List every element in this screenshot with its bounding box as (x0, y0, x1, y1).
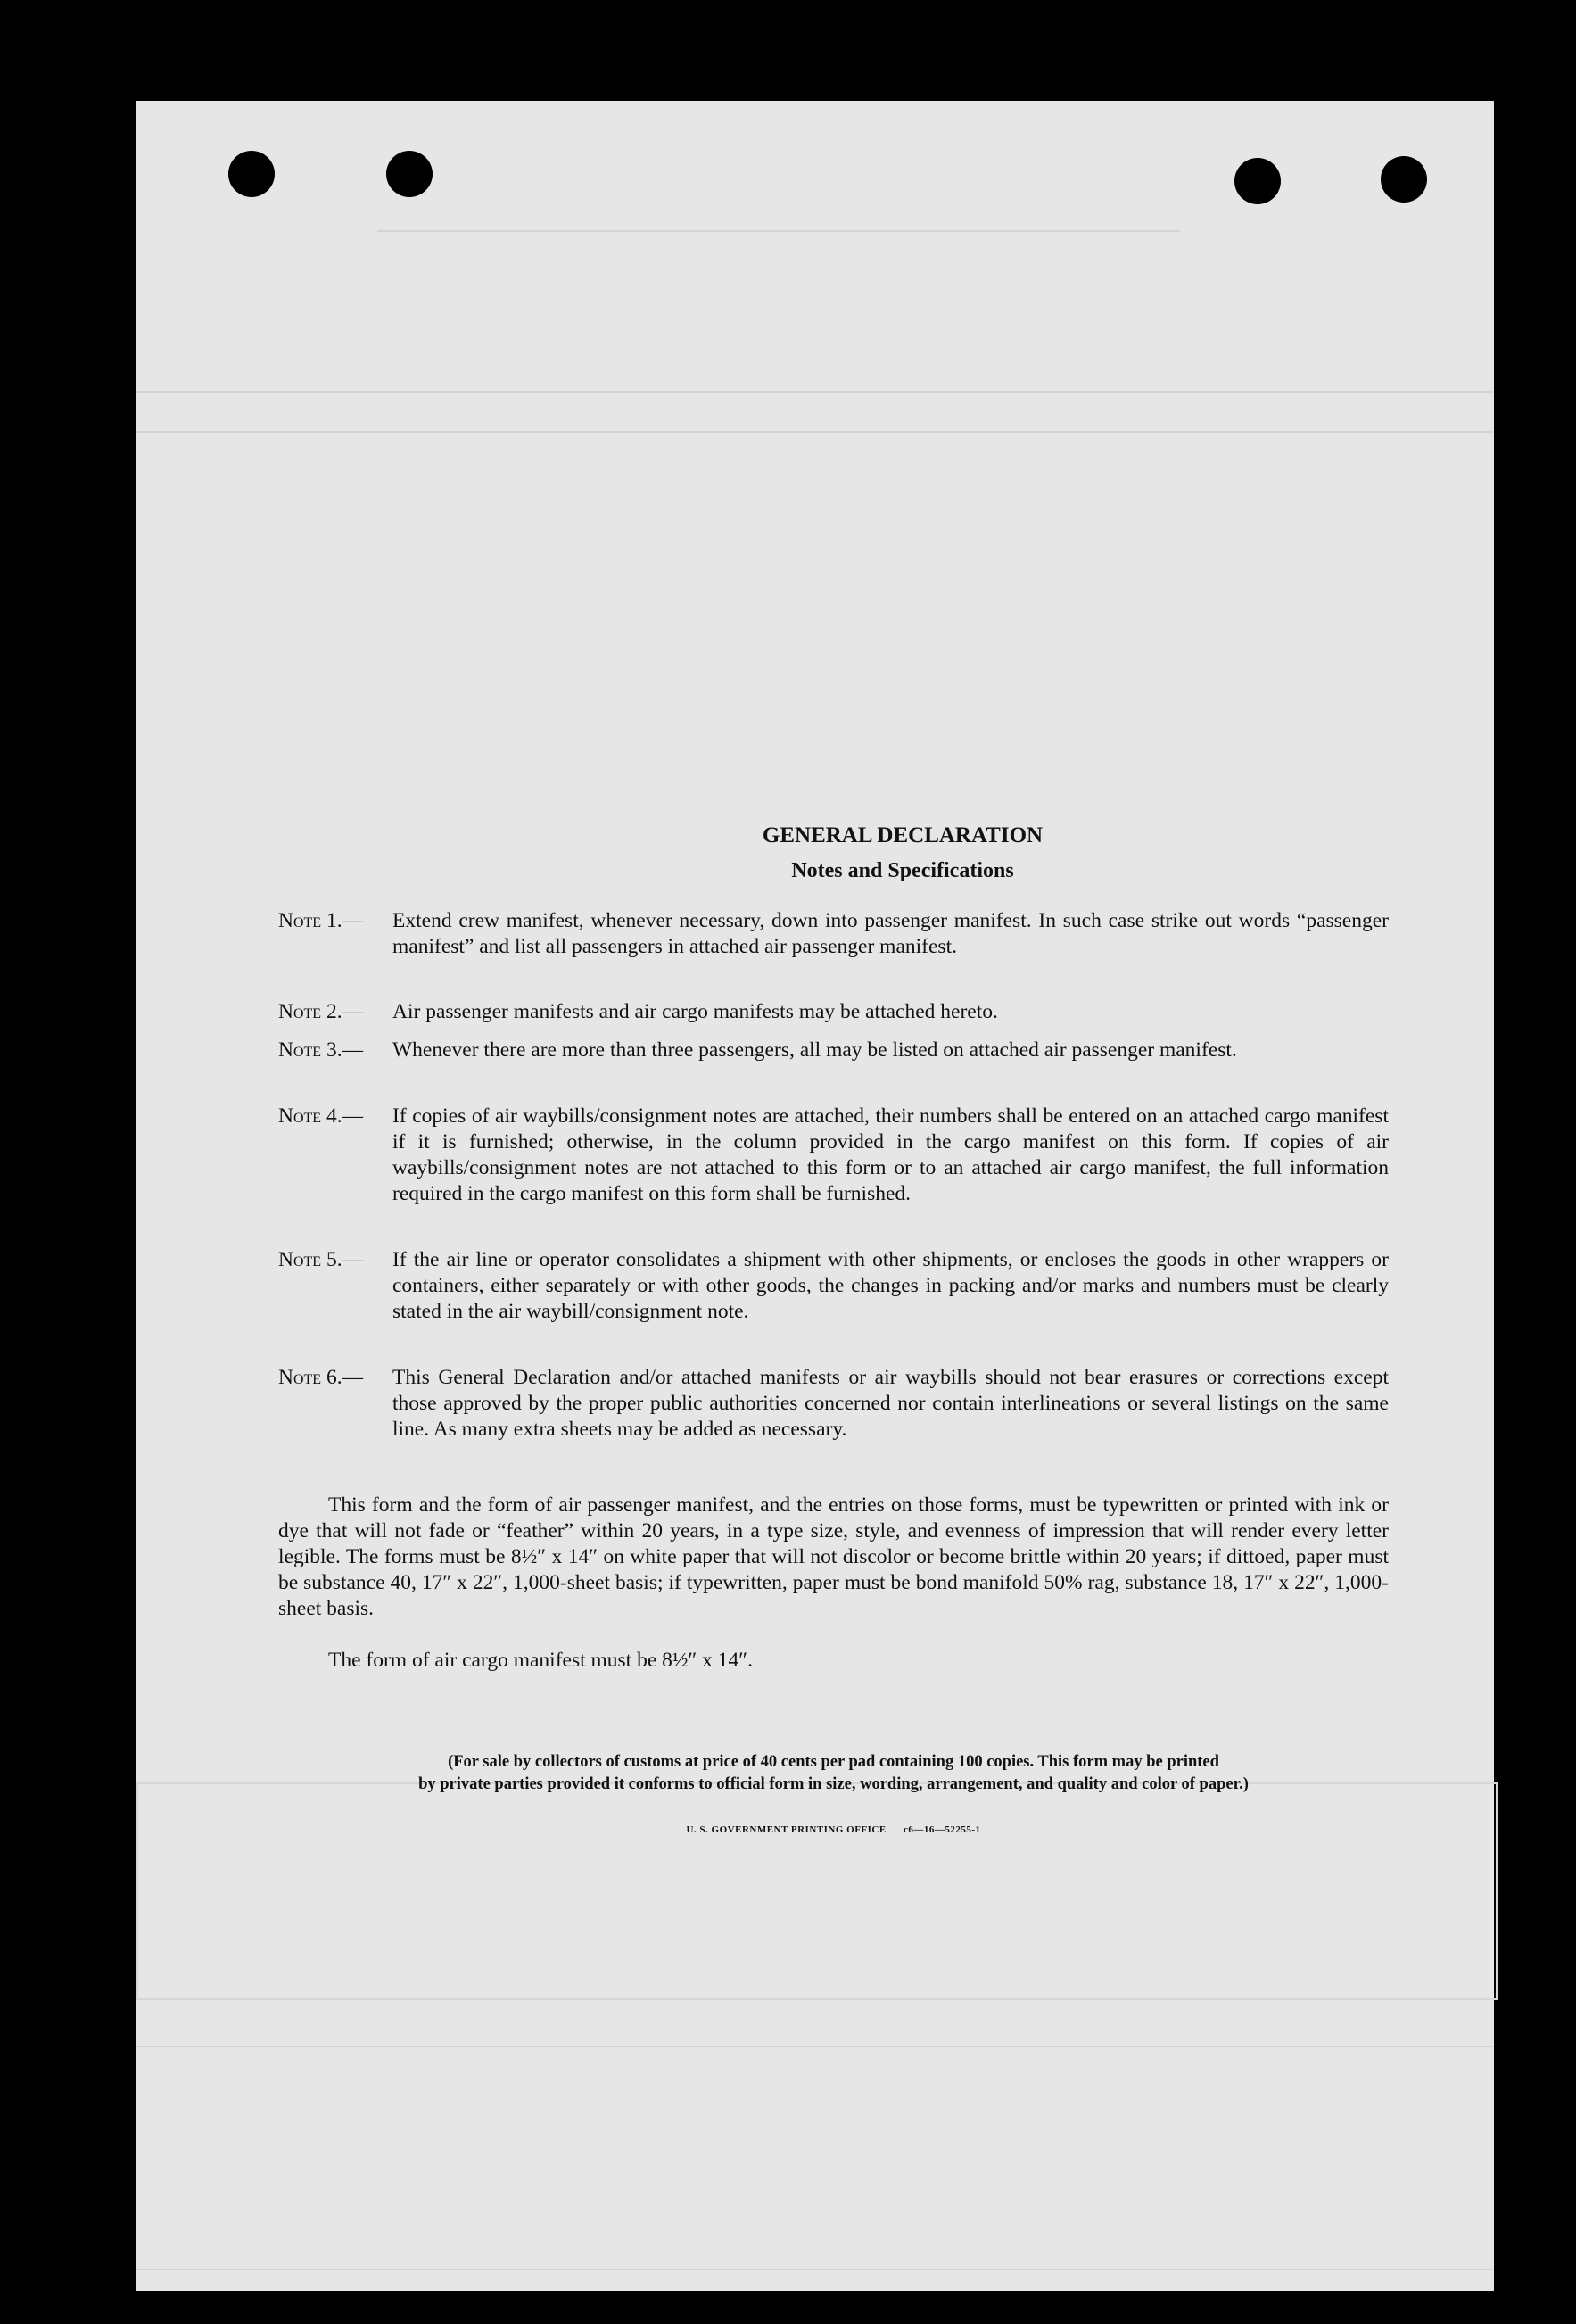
note-text: This General Declaration and/or attached manifests or air waybills should not bear erasures or corrections except those approved by the proper public authorities concerned nor contain interlineations or several listings on the same line. As many extra sheets may be added as necessary. (392, 1366, 1389, 1441)
note-text: If the air line or operator consolidates a shipment with other shipments, or encloses the goods in other wrappers or containers, either separately or with other goods, the changes in packing and/or marks and numbers must be clearly stated in the air waybill/consignment note. (392, 1248, 1389, 1323)
sale-note (278, 1751, 1389, 1796)
sale-note-line: by private parties provided it conforms to official form in size, wording, arrangement, and quality and color of paper.) (418, 1775, 1249, 1793)
note-label: Note 6.— (278, 1366, 364, 1389)
punch-hole (228, 151, 275, 197)
cargo-manifest-size-note: The form of air cargo manifest must be 8½″ x 14″. (328, 1649, 753, 1672)
printer-imprint (278, 1824, 1389, 1835)
show-through-line (136, 391, 1494, 393)
punch-hole (386, 151, 433, 197)
sale-note-line: (For sale by collectors of customs at price of 40 cents per pad containing 100 copies. This form may be printed (448, 1753, 1219, 1771)
note-label: Note 4.— (278, 1104, 364, 1128)
specification-paragraph: This form and the form of air passenger manifest, and the entries on those forms, must be typewritten or printed with ink or dye that will not fade or “feather” within 20 years, in a type size, style, and evenness of impression that will render every letter legible. The forms must be 8½″ x 14″ on white paper that will not discolor or become brittle within 20 years; if dittoed, paper must be substance 40, 17″ x 22″, 1,000-sheet basis; if typewritten, paper must be bond manifold 50% rag, substance 18, 17″ x 22″, 1,000-sheet basis. (278, 1493, 1389, 1620)
note-label: Note 2.— (278, 1000, 364, 1023)
note-6 (278, 1365, 1389, 1443)
note-2 (278, 999, 1389, 1025)
punch-hole (1381, 156, 1427, 203)
note-3 (278, 1038, 1389, 1063)
show-through-line (136, 2046, 1494, 2047)
show-through-line (377, 230, 1180, 232)
note-label: Note 3.— (278, 1038, 364, 1062)
printer-code: c6—16—52255-1 (903, 1824, 981, 1835)
note-label: Note 1.— (278, 909, 364, 932)
note-5 (278, 1247, 1389, 1325)
show-through-line (136, 431, 1494, 433)
note-text: If copies of air waybills/consignment notes are attached, their numbers shall be entered on an attached cargo manifest if it is furnished; otherwise, in the column provided in the cargo manifest on this form. If copies of air waybills/consignment notes are not attached to this form or to an attached air cargo manifest, the full information required in the cargo manifest on this form shall be furnished. (392, 1104, 1389, 1205)
document-title: GENERAL DECLARATION (762, 823, 1044, 848)
show-through-table (136, 1782, 1498, 2000)
punch-hole (1234, 158, 1281, 204)
note-text: Extend crew manifest, whenever necessary, down into passenger manifest. In such case strike out words “passenger manifest” and list all passengers in attached air passenger manifest. (392, 909, 1389, 958)
note-label: Note 5.— (278, 1248, 364, 1271)
form-sheet (136, 101, 1494, 2291)
note-text: Air passenger manifests and air cargo manifests may be attached hereto. (392, 1000, 998, 1023)
note-text: Whenever there are more than three passengers, all may be listed on attached air passenger manifest. (392, 1038, 1237, 1062)
show-through-line (136, 2269, 1494, 2270)
document-subtitle: Notes and Specifications (791, 859, 1014, 882)
note-4 (278, 1104, 1389, 1207)
printer-name: U. S. GOVERNMENT PRINTING OFFICE (686, 1824, 887, 1835)
note-1 (278, 908, 1389, 960)
